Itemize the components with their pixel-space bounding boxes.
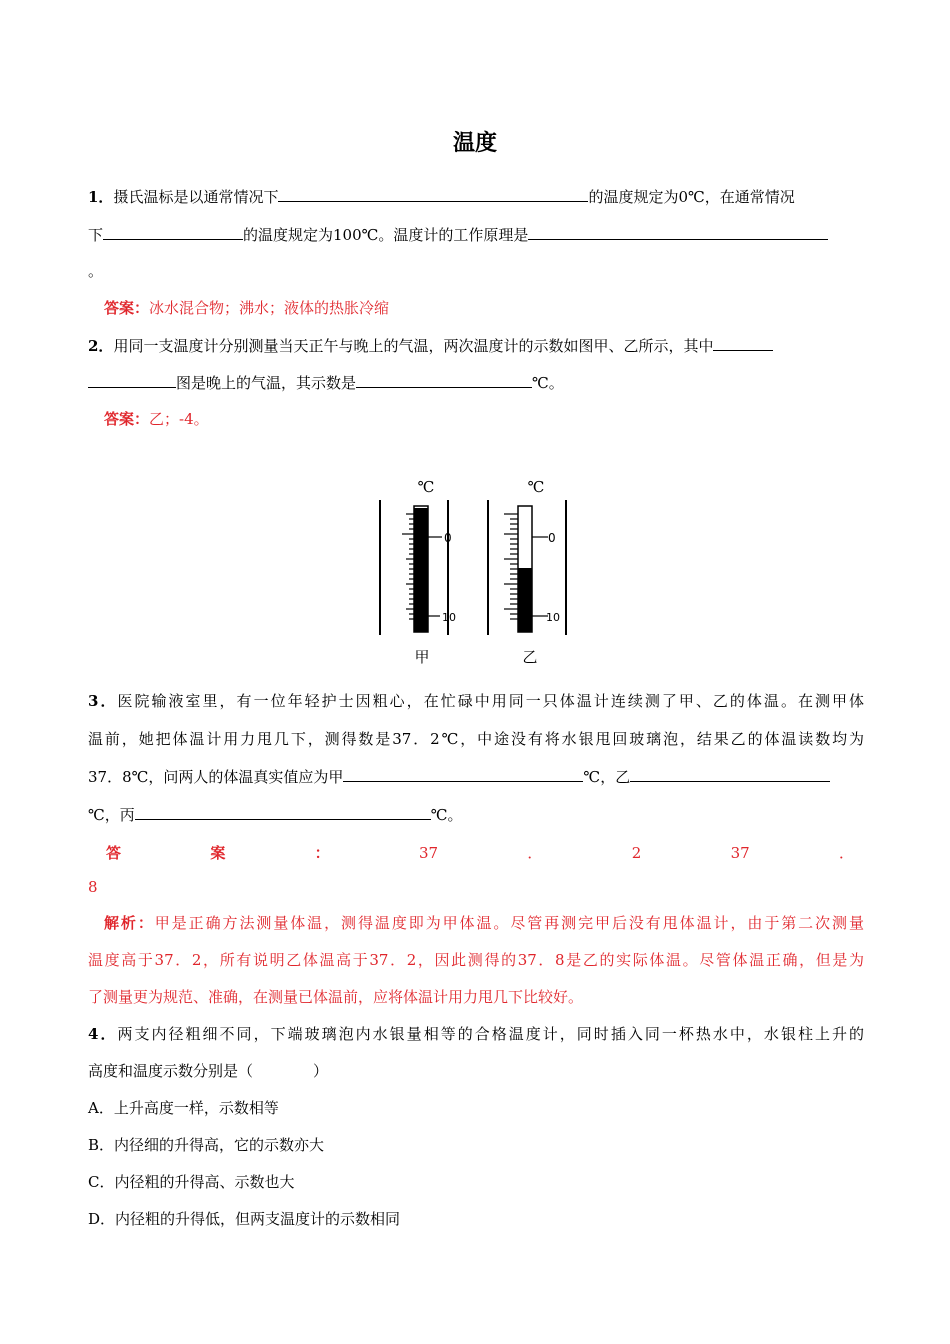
q3-blank-2[interactable] xyxy=(630,765,830,782)
q3-blank-3[interactable] xyxy=(135,803,431,820)
q1-answer: 答案：冰水混合物；沸水；液体的热胀冷缩 xyxy=(104,299,390,317)
q1-blank-3[interactable] xyxy=(528,223,828,240)
q2-answer: 答案：乙；-4。 xyxy=(104,410,209,428)
q4-line-2: 高度和温度示数分别是（ ） xyxy=(88,1062,329,1080)
q2-number: 2． xyxy=(88,337,114,355)
thermometer-yi-label: 乙 xyxy=(522,648,538,666)
thermometer-jia xyxy=(380,478,456,666)
q3-answer-tail: 8 xyxy=(88,878,98,896)
q3-number: 3． xyxy=(88,692,118,710)
q3-line-1: 3．医院输液室里，有一位年轻护士因粗心，在忙碌中用同一只体温计连续测了甲、乙的体温。在测甲体 xyxy=(88,692,864,710)
thermometer-jia-mercury xyxy=(414,508,428,632)
q3-analysis-line-3: 了测量更为规范、准确，在测量已体温前，应将体温计用力甩几下比较好。 xyxy=(88,988,584,1006)
q1-line-3: 。 xyxy=(88,262,104,280)
q1-line-1: 1．摄氏温标是以通常情况下 的温度规定为0℃，在通常情况 xyxy=(88,185,864,208)
q3-analysis-line-2: 温度高于37．2，所有说明乙体温高于37．2，因此测得的37．8是乙的实际体温。尽管体温正确，但是为 xyxy=(88,951,864,969)
q3-analysis-line-1: 解析：甲是正确方法测量体温，测得温度即为甲体温。尽管再测完甲后没有甩体温计，由于第二次测量 xyxy=(104,914,864,932)
q4-option-c[interactable]: C．内径粗的升得高、示数也大 xyxy=(88,1173,295,1191)
q4-line-1: 4．两支内径粗细不同，下端玻璃泡内水银量相等的合格温度计，同时插入同一杯热水中，水银柱上升的 xyxy=(88,1025,864,1043)
thermometer-yi xyxy=(488,478,566,666)
thermometer-yi-mercury xyxy=(518,568,532,632)
q4-option-b[interactable]: B．内径细的升得高，它的示数亦大 xyxy=(88,1136,325,1154)
q4-option-a[interactable]: A．上升高度一样，示数相等 xyxy=(88,1099,279,1117)
q2-line-1: 2．用同一支温度计分别测量当天正午与晚上的气温，两次温度计的示数如图甲、乙所示，其中 xyxy=(88,334,864,357)
thermometer-jia-tick-0: 0 xyxy=(444,531,452,545)
q3-line-4: ℃，丙 ℃。 xyxy=(88,803,864,826)
q1-line-2: 下 的温度规定为100℃。温度计的工作原理是 xyxy=(88,223,864,246)
thermometer-yi-tick-0: 0 xyxy=(548,531,556,545)
page-title: 温度 xyxy=(452,131,497,156)
thermometer-yi-unit: ℃ xyxy=(527,478,545,496)
q2-line-2: 图是晚上的气温，其示数是 ℃。 xyxy=(88,371,864,394)
q2-blank-1b[interactable] xyxy=(88,371,176,388)
q2-blank-1a[interactable] xyxy=(713,334,773,351)
q1-blank-2[interactable] xyxy=(103,223,243,240)
thermometer-yi-tick-10: 10 xyxy=(546,611,560,624)
q1-number: 1． xyxy=(88,188,114,206)
thermometer-jia-unit: ℃ xyxy=(417,478,435,496)
q1-blank-1[interactable] xyxy=(278,185,588,202)
thermometer-jia-label: 甲 xyxy=(414,648,430,666)
q3-blank-1[interactable] xyxy=(343,765,583,782)
q4-number: 4． xyxy=(88,1025,118,1043)
q2-blank-2[interactable] xyxy=(356,371,532,388)
thermometer-jia-tick-10: 10 xyxy=(442,611,456,624)
thermometer-figure xyxy=(372,470,582,670)
q3-line-2: 温前，她把体温计用力甩几下，测得数是37．2℃，中途没有将水银甩回玻璃泡，结果乙的体温读数均为 xyxy=(88,730,864,748)
q3-line-3: 37．8℃，问两人的体温真实值应为甲 ℃，乙 xyxy=(88,765,864,788)
q4-option-d[interactable]: D．内径粗的升得低，但两支温度计的示数相同 xyxy=(88,1210,401,1228)
q3-answer: 答 案 ： 37 ． 2 37 ． xyxy=(106,844,854,862)
